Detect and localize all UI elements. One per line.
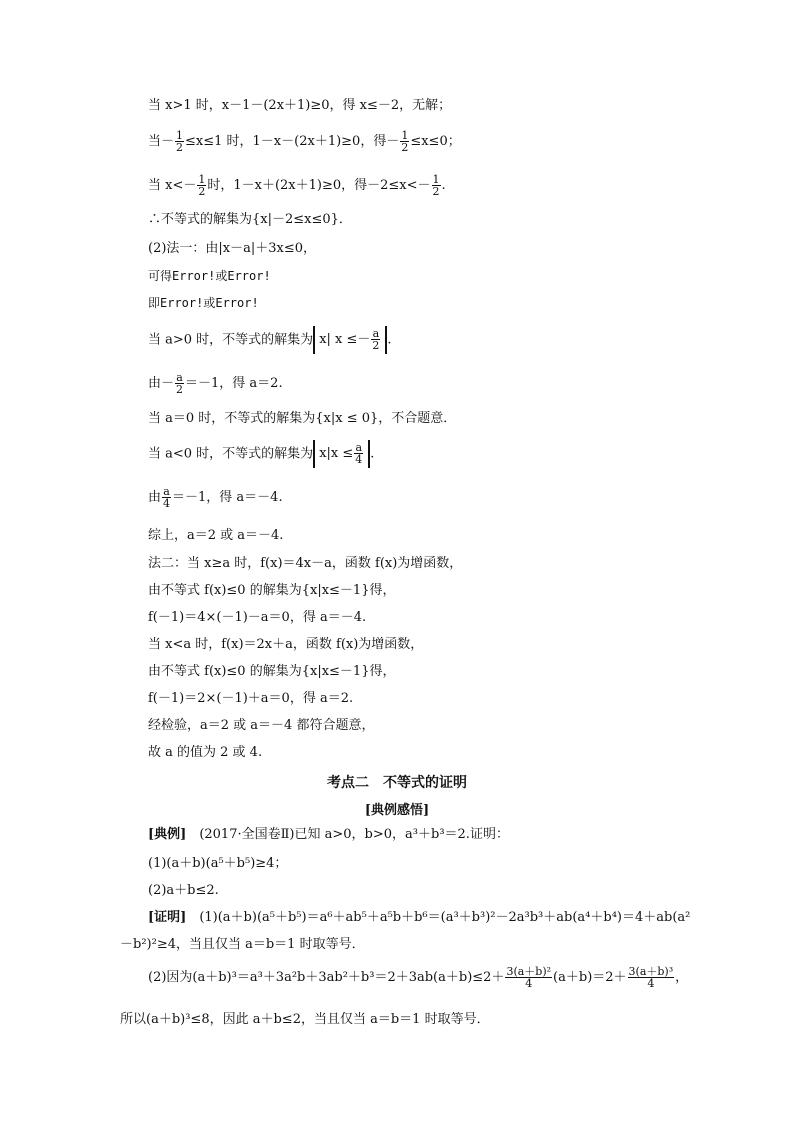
solution-line-15: 由不等式 f(x)≤0 的解集为{x|x≤－1}得， bbox=[148, 583, 396, 598]
fraction: $\frac{a}{2}$ bbox=[176, 371, 184, 396]
example-part-2: (2)a＋b≤2. bbox=[148, 883, 219, 898]
fraction: $\frac{\text{3(a＋b)²}}{4}$ bbox=[506, 965, 552, 990]
fraction: $\frac{1}{2}$ bbox=[198, 173, 206, 198]
fraction: $\frac{a}{2}$ bbox=[372, 327, 380, 352]
solution-line-14: 法二：当 x≥a 时，f(x)＝4x－a，函数 f(x)为增函数， bbox=[148, 556, 463, 571]
proof-tag: [证明] bbox=[148, 910, 187, 925]
solution-line-9: 由－ $\frac{a}{2}$ ＝－1，得 a＝2. bbox=[148, 371, 283, 396]
fraction: $\frac{1}{2}$ bbox=[401, 129, 409, 154]
fraction: $\frac{1}{2}$ bbox=[176, 129, 184, 154]
fraction: $\frac{1}{2}$ bbox=[432, 173, 440, 198]
solution-line-17: 当 x<a 时，f(x)＝2x＋a，函数 f(x)为增函数， bbox=[148, 637, 424, 652]
solution-line-7: 即Error!或Error! bbox=[148, 296, 259, 310]
example-tag: [典例] bbox=[148, 827, 187, 842]
fraction: $\frac{a}{4}$ bbox=[355, 441, 363, 466]
solution-line-10: 当 a＝0 时，不等式的解集为{x|x ≤ 0}，不合题意． bbox=[148, 411, 457, 426]
proof-line-4: 所以(a＋b)³≤8，因此 a＋b≤2，当且仅当 a＝b＝1 时取等号． bbox=[120, 1012, 490, 1027]
example-part-1: (1)(a＋b)(a⁵＋b⁵)≥4； bbox=[148, 856, 288, 871]
solution-line-11: 当 a<0 时，不等式的解集为 x|x ≤ $\frac{a}{4}$ . bbox=[148, 441, 375, 466]
solution-line-20: 经检验，a＝2 或 a＝－4 都符合题意， bbox=[148, 718, 375, 733]
solution-line-1: 当 x>1 时，x－1－(2x＋1)≥0，得 x≤－2，无解； bbox=[148, 98, 452, 113]
solution-line-4: ∴不等式的解集为{x|－2≤x≤0}． bbox=[148, 212, 352, 227]
set-bracket: x| x ≤－ $\frac{a}{2}$ bbox=[313, 326, 387, 354]
solution-line-21: 故 a 的值为 2 或 4. bbox=[148, 745, 263, 760]
solution-line-5: (2)法一：由|x－a|＋3x≤0， bbox=[148, 241, 317, 256]
solution-line-19: f(－1)＝2×(－1)＋a＝0，得 a＝2. bbox=[148, 691, 354, 706]
solution-line-3: 当 x<－ $\frac{1}{2}$ 时，1－x＋(2x＋1)≥0，得－2≤x<－ $\frac{1}{2}$ . bbox=[148, 173, 446, 198]
set-bracket: x|x ≤ $\frac{a}{4}$ bbox=[313, 440, 370, 468]
solution-line-2: 当－ $\frac{1}{2}$ ≤x≤1 时，1－x－(2x＋1)≥0，得－ $\frac{1}{2}$ ≤x≤0； bbox=[148, 129, 461, 154]
fraction: $\frac{a}{4}$ bbox=[163, 485, 171, 510]
proof-line-1: [证明] (1)(a＋b)(a⁵＋b⁵)＝a⁶＋ab⁵＋a⁵b＋b⁶＝(a³＋b³)²－2a³b³＋ab(a⁴＋b⁴)＝4＋ab(a² bbox=[148, 910, 691, 925]
section-title: 考点二 不等式的证明 bbox=[327, 775, 467, 791]
solution-line-8: 当 a>0 时，不等式的解集为 x| x ≤－ $\frac{a}{2}$ . bbox=[148, 327, 392, 352]
solution-line-6: 可得Error!或Error! bbox=[148, 269, 271, 283]
solution-line-12: 由 $\frac{a}{4}$ ＝－1，得 a＝－4. bbox=[148, 485, 283, 510]
fraction: $\frac{\text{3(a＋b)³}}{4}$ bbox=[628, 965, 674, 990]
solution-line-18: 由不等式 f(x)≤0 的解集为{x|x≤－1}得， bbox=[148, 664, 396, 679]
solution-line-13: 综上，a＝2 或 a＝－4. bbox=[148, 528, 284, 543]
proof-line-2: －b²)²≥4，当且仅当 a＝b＝1 时取等号． bbox=[120, 937, 365, 952]
solution-line-16: f(－1)＝4×(－1)－a＝0，得 a＝－4. bbox=[148, 610, 367, 625]
proof-line-3: (2)因为(a＋b)³＝a³＋3a²b＋3ab²＋b³＝2＋3ab(a＋b)≤2＋ $\frac{\text{3(a＋b)²}}{4}$ (a＋b)＝2＋ $\frac{\text{3(a＋b)³}}{4}$ ， bbox=[148, 965, 689, 990]
section-subtitle: [典例感悟] bbox=[364, 803, 430, 818]
example-statement: [典例] (2017·全国卷Ⅱ)已知 a>0，b>0，a³＋b³＝2.证明： bbox=[148, 827, 509, 842]
